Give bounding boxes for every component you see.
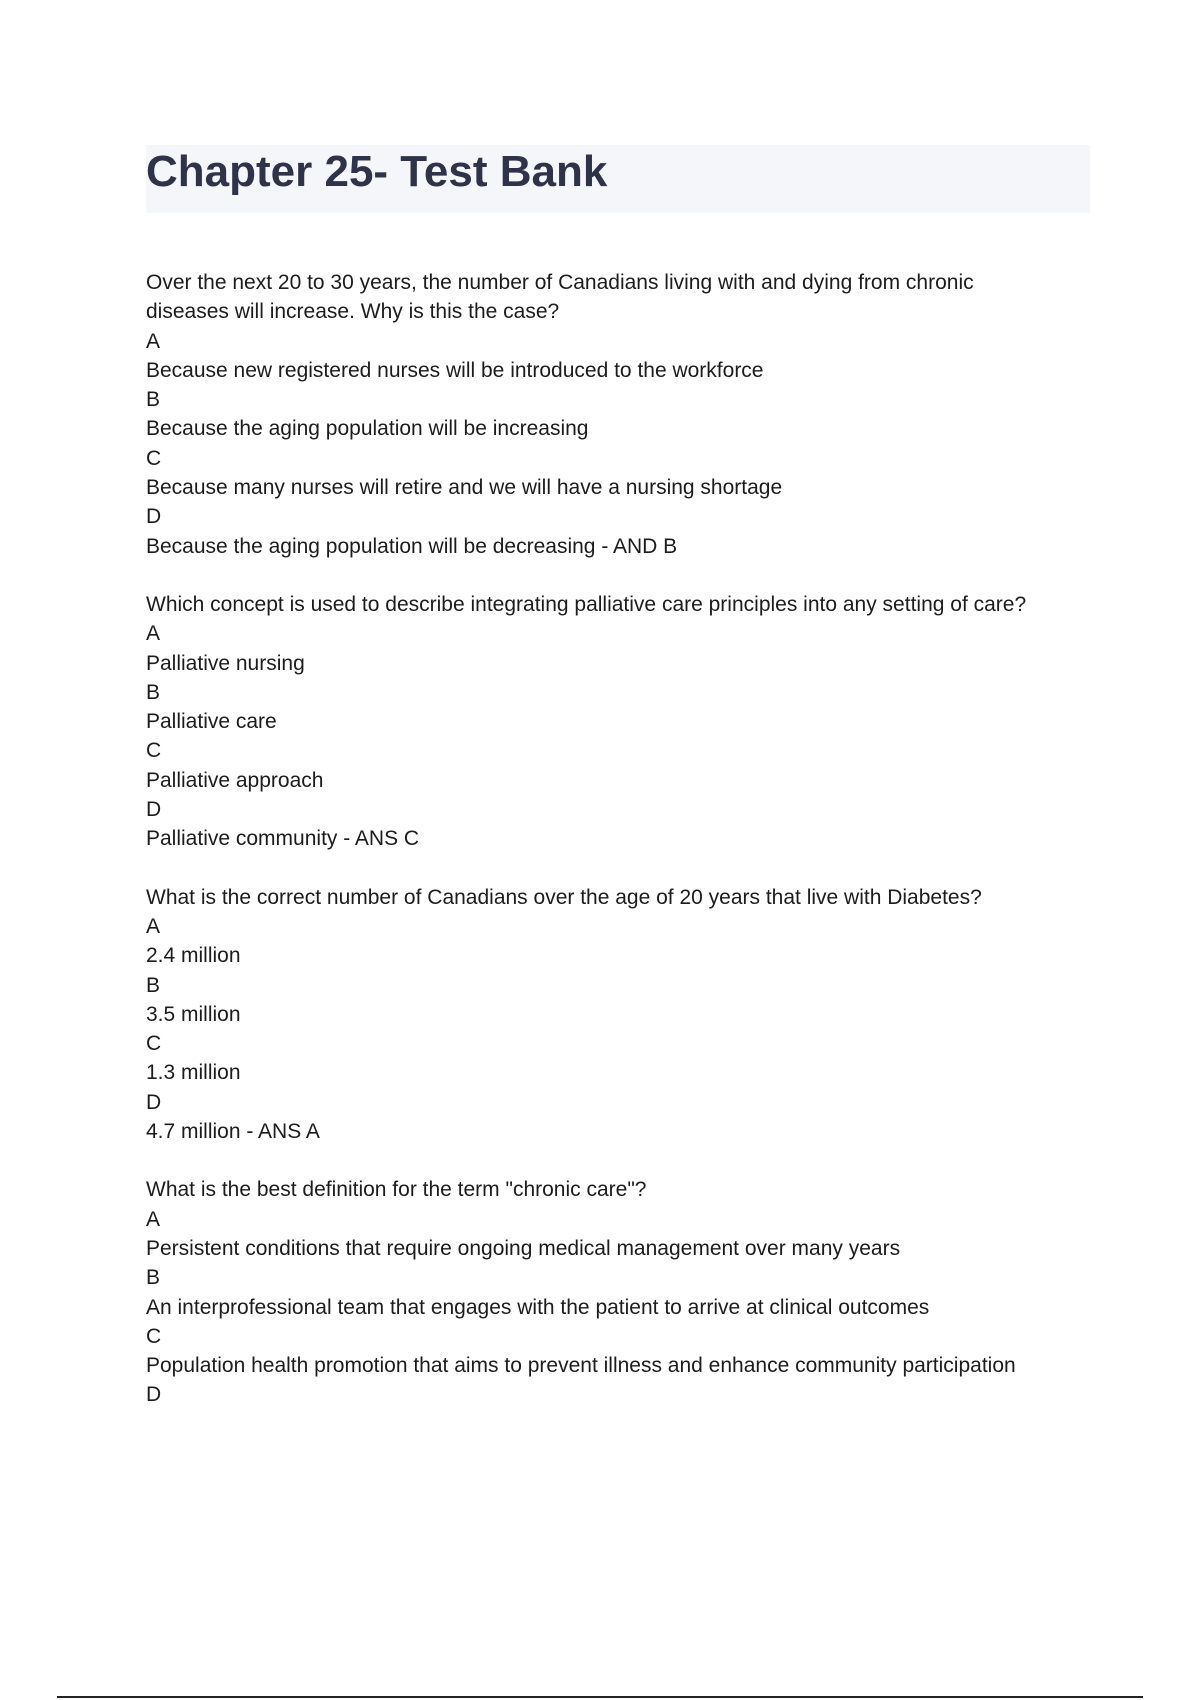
option-text: Because many nurses will retire and we will have a nursing shortage: [146, 476, 783, 500]
option-text: 2.4 million: [146, 944, 241, 968]
option-text: 1.3 million: [146, 1061, 241, 1085]
option-text: Persistent conditions that require ongoing medical management over many years: [146, 1236, 901, 1260]
option-letter: B: [146, 973, 161, 997]
question-4: [146, 1175, 1090, 1409]
question-2: [146, 590, 1090, 854]
option-text: Palliative approach: [146, 768, 324, 792]
question-1: [146, 268, 1090, 561]
option-letter: A: [146, 1207, 161, 1231]
question-stem: Over the next 20 to 30 years, the number of Canadians living with and dying from chronic diseases will increase. Why is this the case?: [146, 271, 974, 324]
option-text: Palliative nursing: [146, 651, 305, 675]
option-letter: C: [146, 739, 162, 763]
option-letter: B: [146, 388, 161, 412]
option-letter: C: [146, 1032, 162, 1056]
question-list: [146, 268, 1090, 1439]
option-letter: C: [146, 446, 162, 470]
option-letter: C: [146, 1324, 162, 1348]
option-text: Palliative community - ANS C: [146, 827, 420, 851]
option-letter: B: [146, 1266, 161, 1290]
question-stem: What is the best definition for the term "chronic care"?: [146, 1178, 647, 1202]
option-letter: A: [146, 914, 161, 938]
option-text: Population health promotion that aims to prevent illness and enhance community participation: [146, 1354, 1016, 1378]
option-text: An interprofessional team that engages with the patient to arrive at clinical outcomes: [146, 1295, 930, 1319]
option-letter: B: [146, 680, 161, 704]
question-stem: Which concept is used to describe integrating palliative care principles into any setting of care?: [146, 592, 1027, 616]
page-title: Chapter 25- Test Bank: [146, 147, 608, 196]
option-text: 4.7 million - ANS A: [146, 1120, 320, 1144]
question-3: [146, 883, 1090, 1147]
option-text: Because the aging population will be decreasing - AND B: [146, 534, 678, 558]
option-text: Because the aging population will be increasing: [146, 417, 589, 441]
option-letter: D: [146, 798, 162, 822]
option-text: Because new registered nurses will be introduced to the workforce: [146, 358, 764, 382]
option-letter: A: [146, 622, 161, 646]
question-stem: What is the correct number of Canadians over the age of 20 years that live with Diabetes?: [146, 885, 982, 909]
option-letter: D: [146, 1090, 162, 1114]
option-letter: D: [146, 1383, 162, 1407]
option-letter: D: [146, 505, 162, 529]
option-text: 3.5 million: [146, 1002, 241, 1026]
option-letter: A: [146, 329, 161, 353]
option-text: Palliative care: [146, 710, 277, 734]
page-bottom-rule: [57, 1696, 1143, 1698]
